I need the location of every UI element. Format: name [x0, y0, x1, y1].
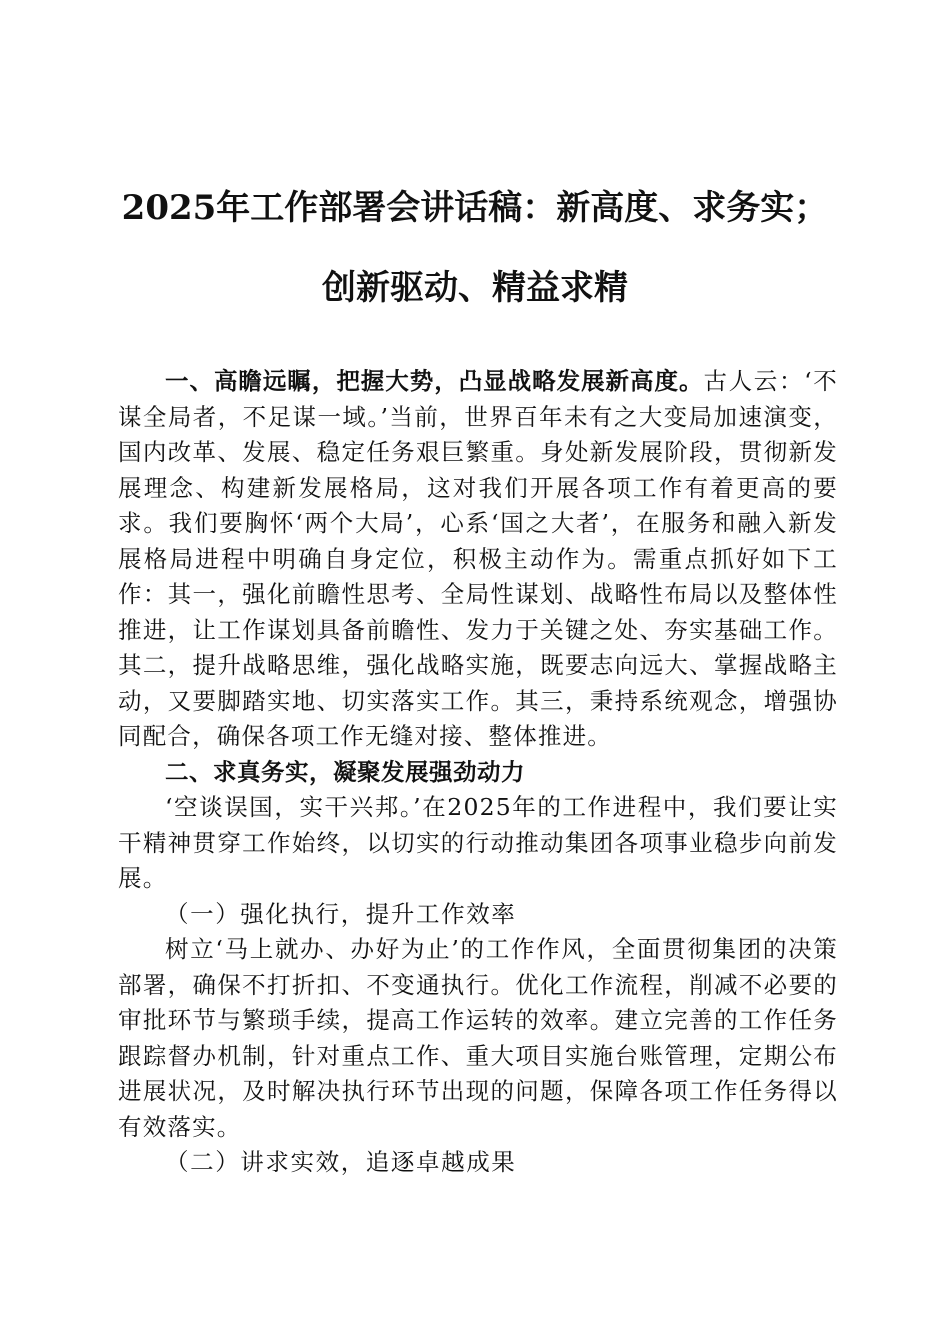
subsection-1-heading: （一）强化执行，提升工作效率: [165, 899, 517, 928]
subsection-1-text: 树立‘马上就办、办好为止’的工作作风，全面贯彻集团的决策部署，确保不打折扣、不变通执行。优化工作流程，削减不必要的审批环节与繁琐手续，提高工作运转的效率。建立完善的工作任务跟踪督办机制，针对重点工作、重大项目实施台账管理，定期公布进展状况，及时解决执行环节出现的问题，保障各项工作任务得以有效落实。: [118, 935, 838, 1141]
section-2-intro: ‘空谈误国，实干兴邦。’在2025年的工作进程中，我们要让实干精神贯穿工作始终，以切实的行动推动集团各项事业稳步向前发展。: [118, 793, 838, 892]
title-line-2: 创新驱动、精益求精: [322, 268, 628, 308]
section-1-heading: 一、高瞻远瞩，把握大势，凸显战略发展新高度。: [165, 367, 704, 395]
section-2-heading: 二、求真务实，凝聚发展强劲动力: [165, 757, 525, 786]
section-1-text: 古人云：‘不谋全局者，不足谋一域。’当前，世界百年未有之大变局加速演变，国内改革、发展、稳定任务艰巨繁重。身处新发展阶段，贯彻新发展理念、构建新发展格局，这对我们开展各项工作有着更高的要求。我们要胸怀‘两个大局’，心系‘国之大者’，在服务和融入新发展格局进程中明确自身定位，积极主动作为。需重点抓好如下工作：其一，强化前瞻性思考、全局性谋划、战略性布局以及整体性推进，让工作谋划具备前瞻性、发力于关键之处、夯实基础工作。其二，提升战略思维，强化战略实施，既要志向远大、掌握战略主动，又要脚踏实地、切实落实工作。其三，秉持系统观念，增强协同配合，确保各项工作无缝对接、整体推进。: [118, 367, 838, 750]
title-line-1: 2025年工作部署会讲话稿：新高度、求务实；: [121, 188, 829, 228]
subsection-2-heading: （二）讲求实效，追逐卓越成果: [165, 1148, 517, 1176]
document-body: [118, 364, 838, 1181]
section-1-paragraph: [118, 364, 838, 755]
document-title: [60, 168, 890, 328]
